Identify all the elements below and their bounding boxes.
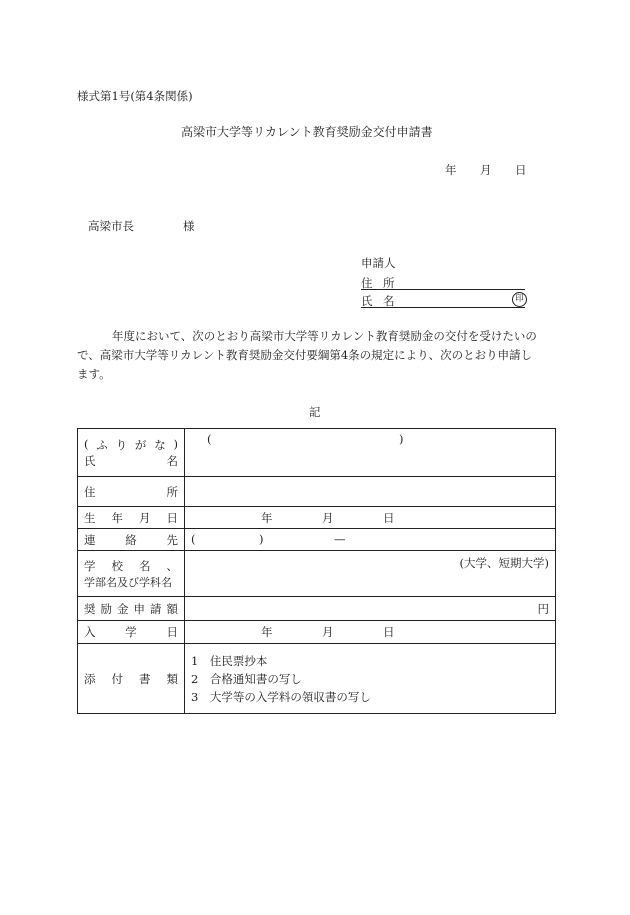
amount-label-char: 額	[166, 601, 178, 616]
enroll-label-char: 入	[84, 625, 96, 639]
body-line-1: 年度において、次のとおり高梁市大学等リカレント教育奨励金の交付を受けたいの	[112, 329, 537, 343]
paren-open: (	[207, 432, 212, 446]
contact-row	[78, 529, 556, 551]
contact-paren-close: )	[259, 531, 264, 546]
attachment-item: 2 合格通知書の写し	[191, 671, 302, 686]
address-label-char: 所	[166, 484, 178, 499]
name-value-cell[interactable]	[185, 429, 556, 477]
enroll-year: 年	[261, 625, 273, 639]
contact-label-char: 先	[166, 532, 178, 547]
attach-label	[84, 671, 178, 687]
school-note: (大学、短期大学)	[459, 556, 549, 570]
birth-year: 年	[261, 510, 273, 525]
contact-dash: —	[334, 531, 346, 546]
address-label	[84, 484, 178, 500]
furigana-label-char: り	[115, 437, 128, 452]
furigana-label-char: な	[154, 437, 166, 452]
applicant-address-label-1: 住	[361, 276, 373, 290]
applicant-name-line	[361, 307, 525, 308]
birth-label-char: 年	[111, 510, 123, 525]
enroll-value-cell[interactable]	[185, 621, 556, 644]
name-label-char: 名	[166, 453, 178, 468]
school-label-char: 、	[166, 558, 178, 573]
amount-label	[84, 601, 178, 617]
name-label-cell	[78, 429, 185, 477]
school-label-cell	[78, 551, 185, 597]
birth-value-cell[interactable]	[185, 507, 556, 529]
contact-value-cell[interactable]	[185, 529, 556, 551]
addressee-name: 高梁市長	[88, 219, 134, 233]
school-label	[84, 558, 178, 574]
date-day: 日	[515, 163, 527, 177]
attach-value-cell	[185, 644, 556, 714]
enroll-label-char: 学	[125, 625, 137, 639]
birth-label-char: 生	[84, 510, 96, 525]
furigana-label-char: ふ	[96, 437, 108, 452]
attachment-item: 1 住民票抄本	[191, 653, 268, 668]
paren-close: )	[399, 432, 404, 446]
school-value-cell[interactable]	[185, 551, 556, 597]
applicant-address-line	[361, 289, 525, 290]
contact-format	[191, 532, 549, 548]
amount-value-cell[interactable]	[185, 597, 556, 621]
attach-label-char: 類	[166, 671, 178, 686]
name-label-char: 氏	[84, 453, 96, 468]
enroll-month: 月	[322, 625, 334, 639]
furigana-label-char: が	[134, 437, 147, 452]
document-title: 高梁市大学等リカレント教育奨励金交付申請書	[181, 125, 433, 139]
date-year: 年	[445, 163, 457, 177]
enroll-date	[191, 624, 549, 640]
birth-label-char: 日	[166, 510, 178, 525]
amount-label-char: 申	[133, 601, 145, 616]
birth-label-char: 月	[139, 510, 151, 525]
attach-label-char: 書	[139, 671, 151, 686]
birth-label-cell	[78, 507, 185, 529]
enroll-day: 日	[383, 625, 395, 639]
contact-paren-open: (	[191, 531, 196, 546]
birth-day: 日	[383, 510, 395, 525]
birth-label	[84, 510, 178, 526]
amount-label-char: 請	[150, 601, 162, 616]
enroll-label-char: 日	[166, 625, 178, 639]
furigana-label	[84, 437, 178, 453]
name-row	[78, 429, 556, 477]
body-paragraph	[77, 327, 555, 384]
attach-row	[78, 644, 556, 714]
address-value-cell[interactable]	[185, 477, 556, 507]
attachment-item: 3 大学等の入学料の領収書の写し	[191, 689, 371, 704]
furigana-label-char: )	[173, 436, 178, 451]
address-row	[78, 477, 556, 507]
address-label-char: 住	[84, 484, 96, 499]
applicant-name-label-2: 名	[383, 294, 395, 308]
contact-label-char: 絡	[125, 532, 137, 547]
addressee-honorific: 様	[183, 219, 195, 233]
applicant-name-label-1: 氏	[361, 294, 373, 308]
contact-label	[84, 532, 178, 548]
school-label-char: 名	[139, 558, 151, 573]
body-line-3: ます。	[77, 367, 111, 381]
amount-unit: 円	[537, 601, 549, 616]
amount-label-char: 励	[100, 601, 112, 616]
birth-date	[191, 510, 549, 526]
attach-label-char: 付	[111, 671, 123, 686]
address-label-cell	[78, 477, 185, 507]
ki-mark: 記	[309, 405, 321, 419]
applicant-heading: 申請人	[361, 256, 396, 270]
contact-label-cell	[78, 529, 185, 551]
enroll-label-cell	[78, 621, 185, 644]
amount-row	[78, 597, 556, 621]
school-row	[78, 551, 556, 597]
amount-label-char: 金	[117, 601, 129, 616]
application-table	[77, 428, 556, 714]
school-label-2: 学部名及び学科名	[84, 575, 172, 589]
school-label-char: 学	[84, 558, 96, 573]
attach-label-cell	[78, 644, 185, 714]
furigana-label-char: (	[84, 436, 89, 451]
birth-row	[78, 507, 556, 529]
applicant-address-label-2: 所	[383, 276, 395, 290]
amount-label-cell	[78, 597, 185, 621]
name-label	[84, 453, 178, 469]
body-line-2: で、高梁市大学等リカレント教育奨励金交付要綱第4条の規定により、次のとおり申請し	[77, 348, 533, 362]
attach-label-char: 添	[84, 671, 96, 686]
form-number: 様式第1号(第4条関係)	[77, 89, 193, 103]
amount-label-char: 奨	[84, 601, 96, 616]
contact-label-char: 連	[84, 532, 96, 547]
enroll-label	[84, 624, 178, 640]
furigana-parens	[191, 432, 549, 448]
birth-month: 月	[322, 510, 334, 525]
school-label-char: 校	[111, 558, 123, 573]
date-month: 月	[480, 163, 492, 177]
enroll-row	[78, 621, 556, 644]
seal-mark: 印	[512, 292, 527, 307]
